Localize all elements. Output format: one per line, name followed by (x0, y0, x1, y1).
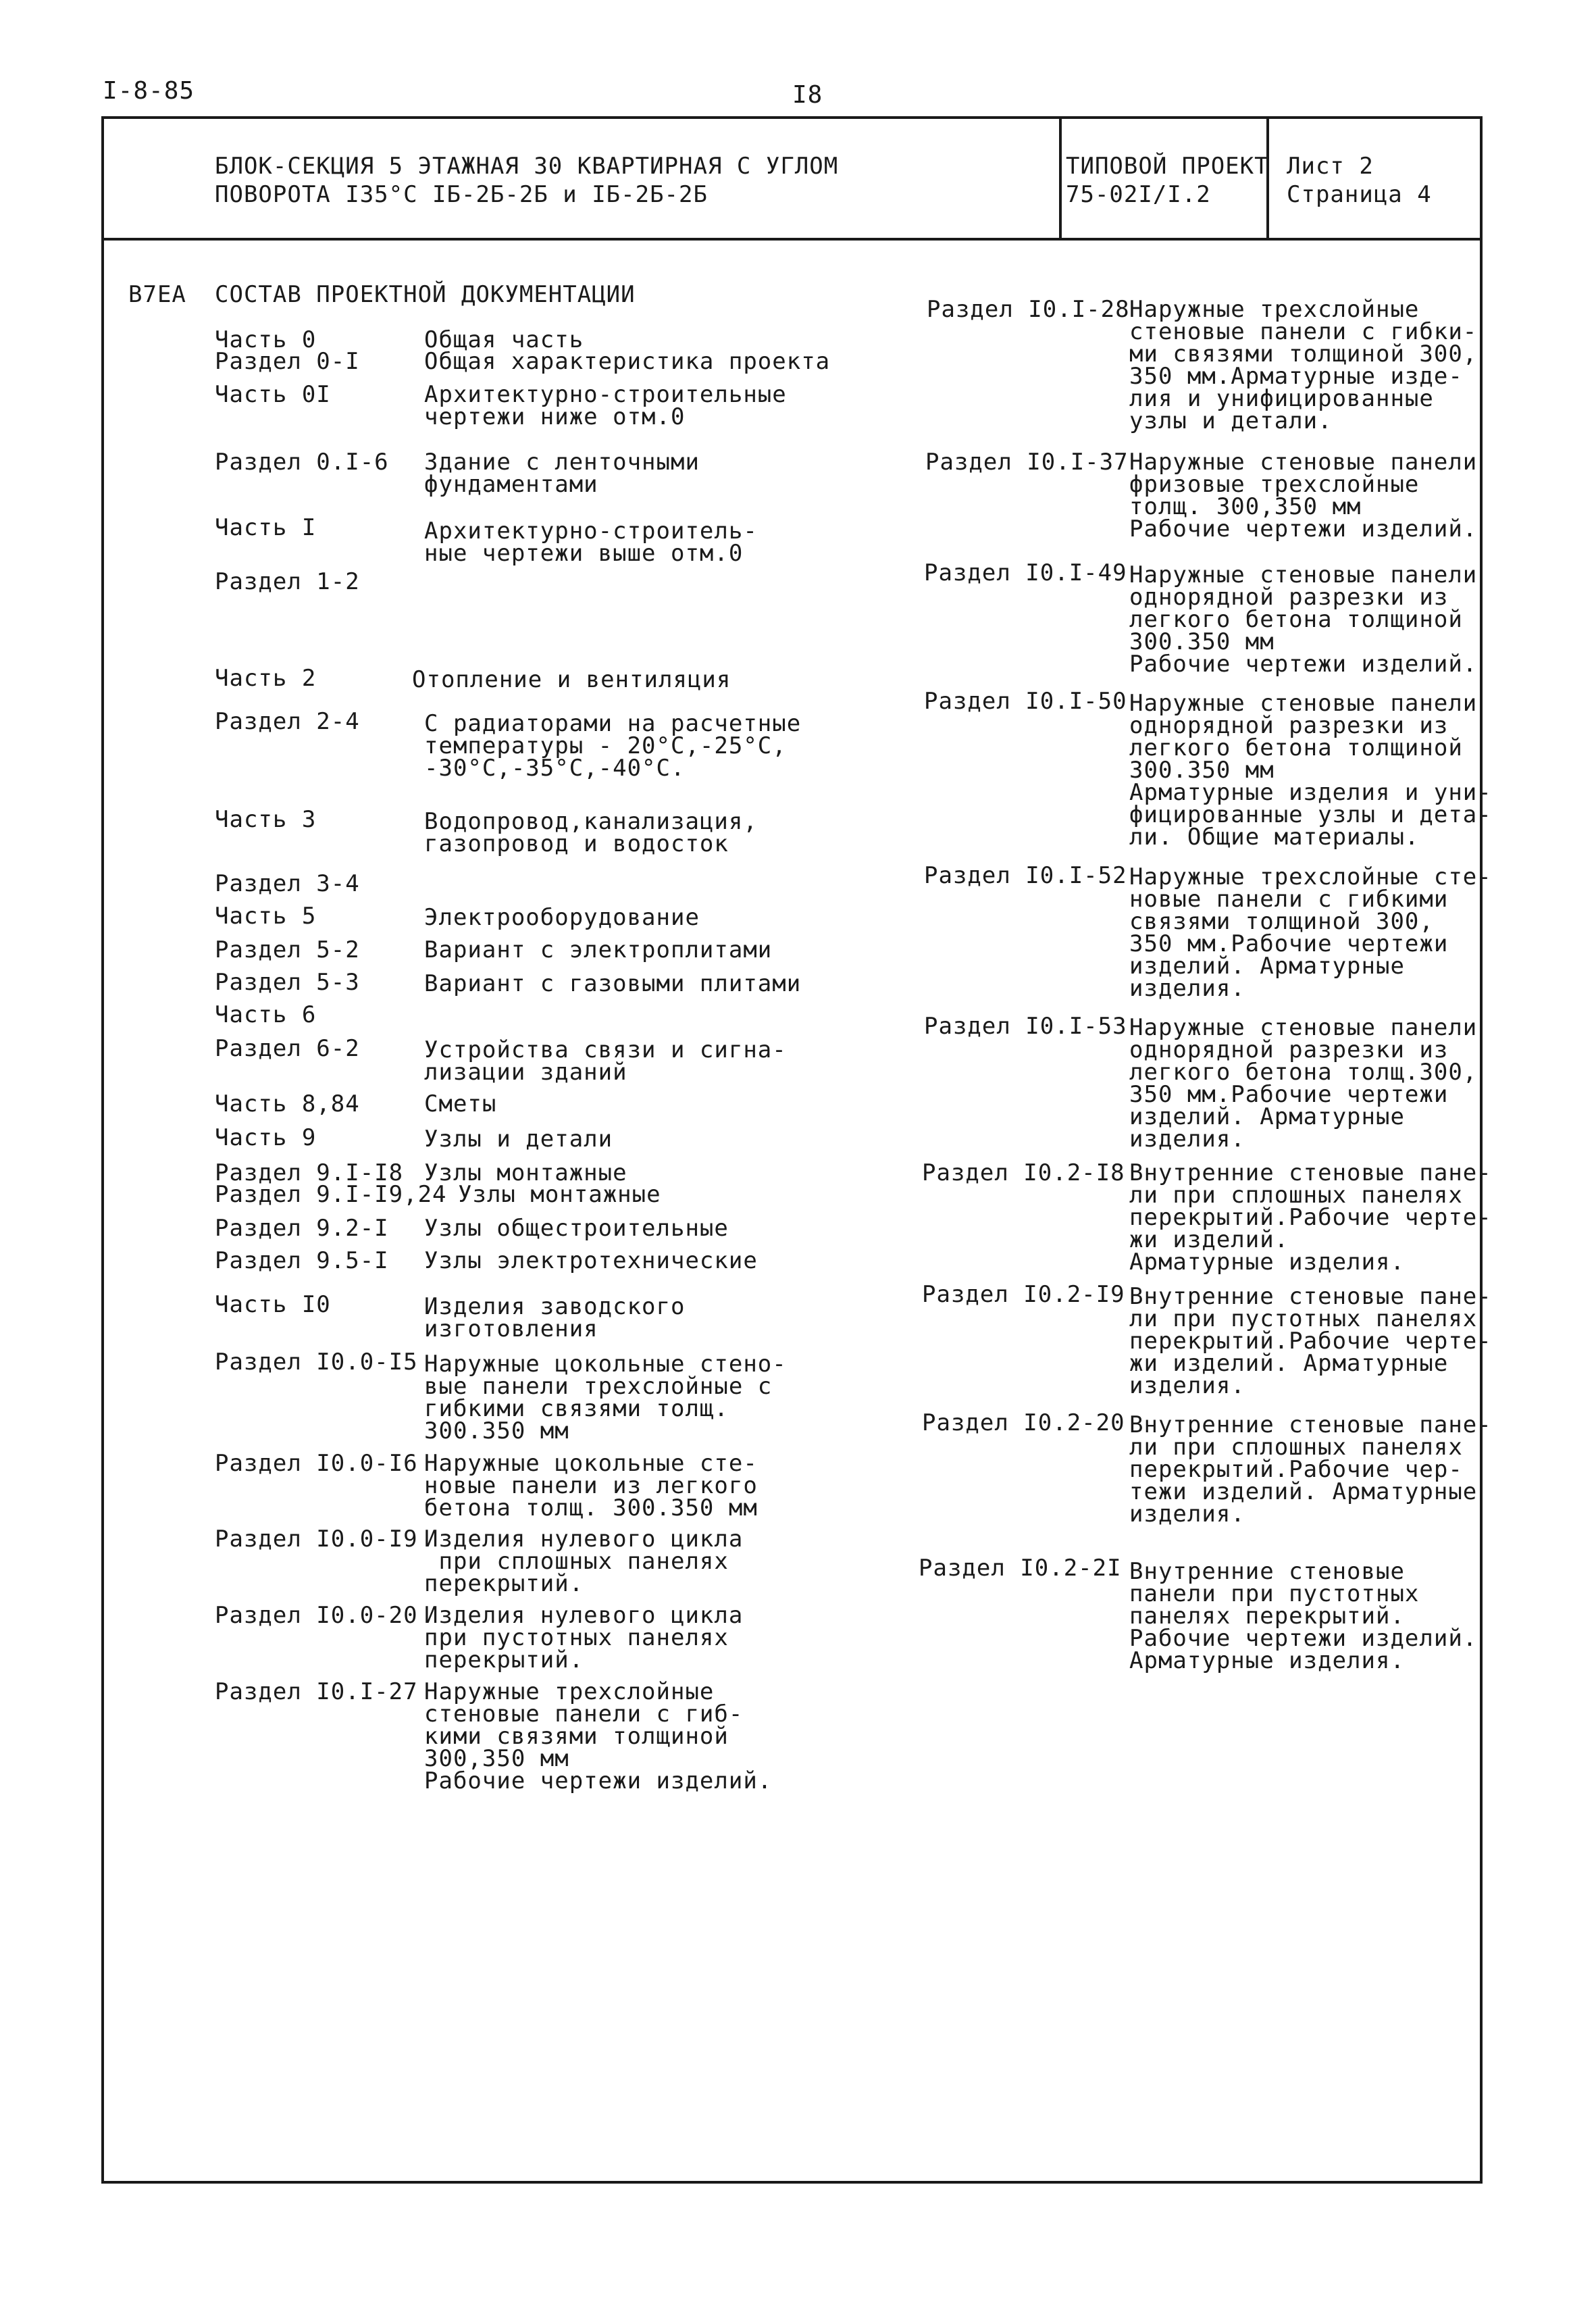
list-item-text: Наружные трехслойные сте- новые панели с гибкими связями толщиной 300, 350 мм.Рабочие чертежи изделий. Арматурные изделия. (1129, 863, 1492, 1002)
list-item-label: Раздел I0.0-I9 (215, 1526, 418, 1553)
document-code: I-8-85 (103, 77, 195, 105)
list-item-text: Наружные цокольные стено- вые панели трехслойные с гибкими связями толщ. 300.350 мм (424, 1351, 787, 1444)
list-item-label: Часть I0 (215, 1291, 331, 1318)
list-item-label: Раздел 5-2 (215, 936, 360, 963)
stamp-sheet: Лист 2 (1287, 153, 1374, 180)
list-item-text: Вариант с электроплитами (424, 936, 773, 963)
list-item-text: Внутренние стеновые пане- ли при пустотных панелях перекрытий.Рабочие черте- жи изделий. Арматурные изделия. (1129, 1283, 1492, 1399)
list-item-text: Наружные трехслойные стеновые панели с гибки- ми связями толщиной 300, 350 мм.Арматурные изде- лия и унифицированные узлы и детали. (1129, 296, 1478, 434)
list-item-label: Часть 3 (215, 806, 317, 833)
list-item-label: Раздел 6-2 (215, 1035, 360, 1062)
list-item-text: Внутренние стеновые пане- ли при сплошных панелях перекрытий.Рабочие черте- жи изделий. Арматурные изделия. (1129, 1159, 1492, 1276)
list-item-text: Изделия нулевого цикла при сплошных панелях перекрытий. (424, 1526, 744, 1597)
section-code: В7ЕА (128, 281, 186, 308)
list-item-label: Раздел 9.5-I (215, 1247, 389, 1274)
list-item-label: Раздел 1-2 (215, 568, 360, 595)
list-item-label: Раздел I0.2-I9 (922, 1281, 1125, 1308)
list-item-label: Раздел 9.I-I8 (215, 1159, 404, 1186)
list-item-label: Раздел I0.0-I5 (215, 1349, 418, 1376)
list-item-text: Наружные трехслойные стеновые панели с гиб- кими связями толщиной 300,350 мм Рабочие чертежи изделий. (424, 1678, 773, 1794)
list-item-text: Здание с ленточными фундаментами (424, 449, 700, 498)
list-item-text: Узлы электротехнические (424, 1247, 758, 1274)
list-item-text: Вариант с газовыми плитами (424, 970, 802, 997)
page-number: I8 (792, 81, 823, 109)
list-item-label: Раздел I0.I-53 (924, 1013, 1127, 1040)
list-item-text: Узлы и детали (424, 1126, 613, 1153)
list-item-label: Раздел I0.I-28 (927, 296, 1130, 323)
list-item-label: Часть 5 (215, 903, 317, 930)
list-item-label: Раздел 0.I-6 (215, 449, 389, 476)
title-block-separator-1 (1059, 116, 1062, 238)
list-item-text: Архитектурно-строитель- ные чертежи выше отм.0 (424, 518, 758, 567)
list-item-label: Раздел I0.I-27 (215, 1678, 418, 1705)
list-item-label: Раздел 3-4 (215, 870, 360, 897)
list-item-text: Внутренние стеновые панели при пустотных панелях перекрытий. Рабочие чертежи изделий. Арматурные изделия. (1129, 1558, 1478, 1674)
list-item-label: Часть 0 (215, 326, 317, 353)
list-item-text: Архитектурно-строительные чертежи ниже отм.0 (424, 381, 787, 430)
list-item-text: Узлы монтажные (424, 1159, 627, 1186)
stamp-project-number: 75-02I/I.2 (1066, 181, 1211, 208)
list-item-text: Наружные стеновые панели однорядной разрезки из легкого бетона толщиной 300.350 мм Арматурные изделия и уни- фицированные узлы и дета- ли. Общие материалы. (1129, 690, 1492, 851)
stamp-title-line-2: ПОВОРОТА I35°С IБ-2Б-2Б и IБ-2Б-2Б (215, 181, 708, 208)
stamp-title-line-1: БЛОК-СЕКЦИЯ 5 ЭТАЖНАЯ 30 КВАРТИРНАЯ С УГЛОМ (215, 153, 839, 180)
list-item-text: Наружные стеновые панели фризовые трехслойные толщ. 300,350 мм Рабочие чертежи изделий. (1129, 449, 1478, 543)
list-item-label: Раздел I0.I-49 (924, 559, 1127, 586)
list-item-label: Раздел I0.2-I8 (922, 1159, 1125, 1186)
list-item-text: Электрооборудование (424, 904, 700, 931)
list-item-text: Наружные стеновые панели однорядной разрезки из легкого бетона толщиной 300.350 мм Рабочие чертежи изделий. (1129, 561, 1478, 678)
list-item-label: Раздел I0.2-20 (922, 1409, 1125, 1436)
list-item-text: Общая часть (424, 326, 584, 353)
list-item-label: Раздел I0.I-52 (924, 862, 1127, 889)
list-item-text: Сметы (424, 1090, 497, 1117)
section-heading: СОСТАВ ПРОЕКТНОЙ ДОКУМЕНТАЦИИ (215, 281, 636, 308)
list-item-label: Раздел 9.2-I (215, 1215, 389, 1242)
list-item-label: Часть 2 (215, 665, 317, 692)
list-item-label: Раздел I0.2-2I (919, 1555, 1122, 1582)
list-item-text: Общая характеристика проекта (424, 348, 831, 375)
list-item-text: Водопровод,канализация, газопровод и водосток (424, 808, 758, 857)
list-item-text: Изделия нулевого цикла при пустотных панелях перекрытий. (424, 1602, 744, 1674)
list-item-label: Часть 6 (215, 1001, 317, 1028)
list-item-text: Узлы монтажные (458, 1181, 661, 1208)
list-item-label: Раздел 9.I-I9,24 (215, 1181, 447, 1208)
title-block-divider (101, 238, 1483, 241)
list-item-label: Раздел I0.I-50 (924, 688, 1127, 715)
list-item-label: Раздел I0.I-37 (925, 449, 1129, 476)
list-item-label: Раздел I0.0-I6 (215, 1450, 418, 1477)
stamp-project-label: ТИПОВОЙ ПРОЕКТ (1066, 153, 1269, 180)
list-item-label: Раздел I0.0-20 (215, 1602, 418, 1629)
list-item-text: Устройства связи и сигна- лизации зданий (424, 1036, 787, 1086)
list-item-text: Отопление и вентиляция (412, 666, 731, 693)
list-item-text: Изделия заводского изготовления (424, 1293, 686, 1342)
list-item-text: Наружные цокольные сте- новые панели из легкого бетона толщ. 300.350 мм (424, 1450, 758, 1521)
list-item-label: Часть 0I (215, 381, 331, 408)
list-item-label: Раздел 2-4 (215, 708, 360, 735)
list-item-label: Раздел 5-3 (215, 969, 360, 996)
list-item-text: С радиаторами на расчетные температуры - 20°С,-25°С, -30°С,-35°С,-40°С. (424, 710, 802, 782)
list-item-text: Внутренние стеновые пане- ли при сплошных панелях перекрытий.Рабочие чер- тежи изделий. Арматурные изделия. (1129, 1411, 1492, 1528)
list-item-label: Раздел 0-I (215, 348, 360, 375)
list-item-label: Часть I (215, 514, 317, 541)
list-item-text: Узлы общестроительные (424, 1215, 729, 1242)
list-item-text: Наружные стеновые панели однорядной разрезки из легкого бетона толщ.300, 350 мм.Рабочие чертежи изделий. Арматурные изделия. (1129, 1014, 1478, 1153)
list-item-label: Часть 8,84 (215, 1090, 360, 1117)
list-item-label: Часть 9 (215, 1124, 317, 1151)
stamp-page: Страница 4 (1287, 181, 1432, 208)
